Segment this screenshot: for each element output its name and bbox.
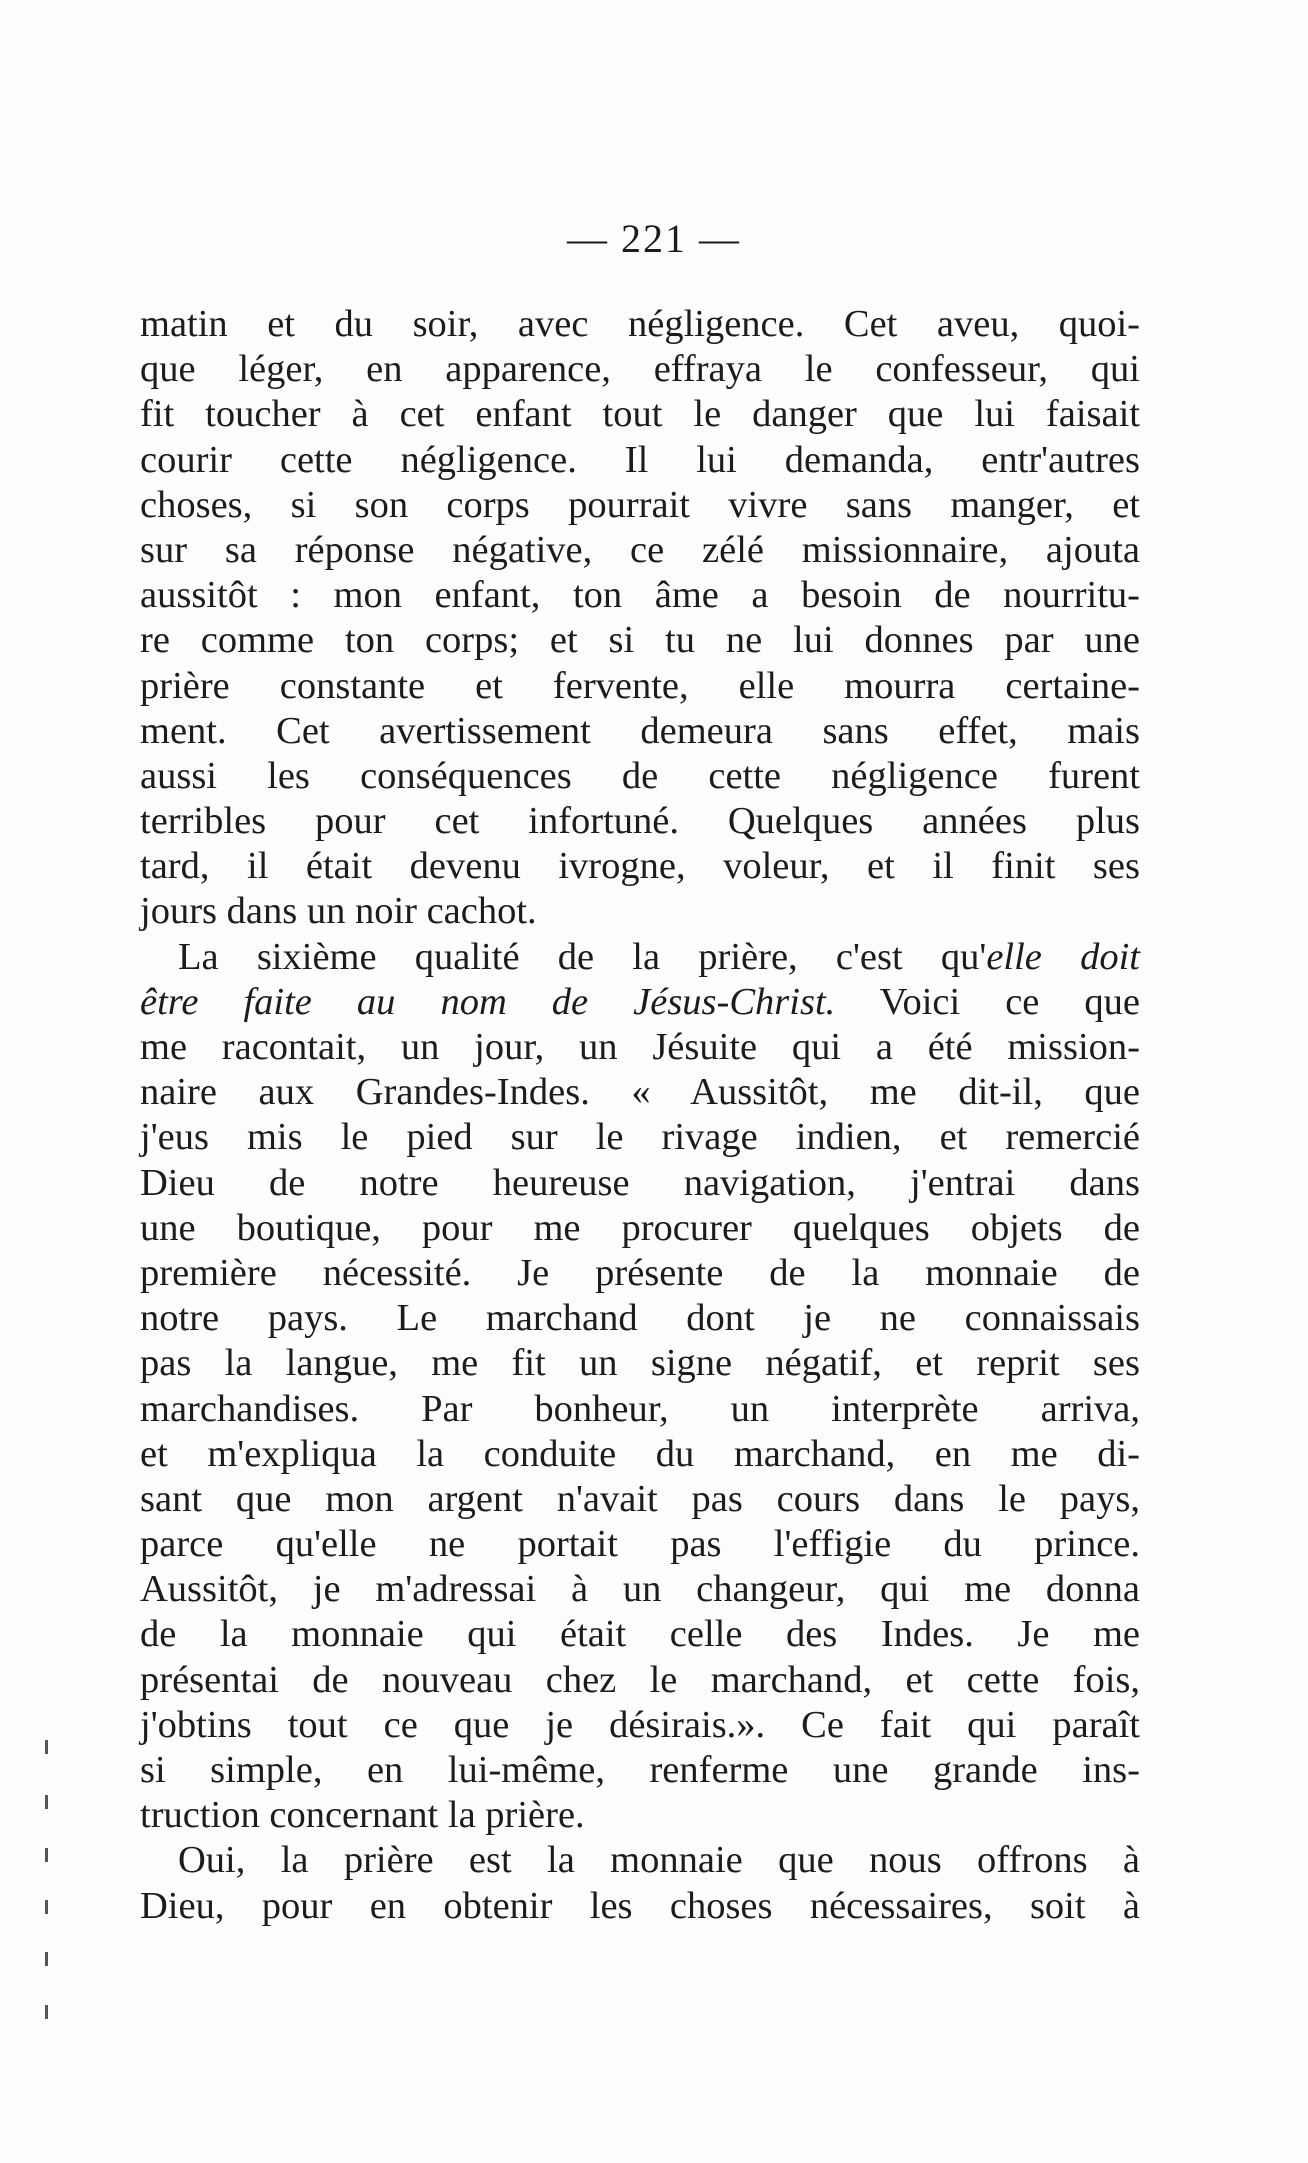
text-line: que léger, en apparence, effraya le confesseur, qui xyxy=(140,348,1140,391)
text-line: prière constante et fervente, elle mourra certaine- xyxy=(140,664,1140,707)
text-line: présentai de nouveau chez le marchand, et cette fois, xyxy=(140,1658,1140,1701)
body-text xyxy=(140,302,1140,1929)
text-line: me racontait, un jour, un Jésuite qui a été mission- xyxy=(140,1026,1140,1068)
text-line-mixed xyxy=(140,980,1140,1025)
text-line: notre pays. Le marchand dont je ne connaissais xyxy=(140,1297,1140,1340)
text-line: pas la langue, me fit un signe négatif, et reprit ses xyxy=(140,1342,1140,1385)
text-line: une boutique, pour me procurer quelques objets de xyxy=(140,1206,1140,1249)
text-line: truction concernant la prière. xyxy=(140,1794,585,1837)
text-line: fit toucher à cet enfant tout le danger que lui faisait xyxy=(140,393,1140,436)
margin-mark xyxy=(45,2005,48,2019)
page-number: — 221 — xyxy=(567,216,741,261)
italic-run: elle doit xyxy=(986,935,1140,978)
margin-mark xyxy=(45,1795,48,1809)
text-line: matin et du soir, avec négligence. Cet aveu, quoi- xyxy=(140,303,1140,345)
text-line: aussi les conséquences de cette négligence furent xyxy=(140,754,1140,797)
margin-mark xyxy=(45,1848,48,1862)
text-line: sant que mon argent n'avait pas cours dans le pays, xyxy=(140,1477,1140,1520)
text-line: aussitôt : mon enfant, ton âme a besoin de nourritu- xyxy=(140,574,1140,617)
text-line: choses, si son corps pourrait vivre sans manger, et xyxy=(140,483,1140,526)
text-line: marchandises. Par bonheur, un interprète arriva, xyxy=(140,1387,1140,1430)
text-line: ment. Cet avertissement demeura sans effet, mais xyxy=(140,709,1140,752)
text-line: parce qu'elle ne portait pas l'effigie du prince. xyxy=(140,1523,1140,1566)
text-line: j'eus mis le pied sur le rivage indien, et remercié xyxy=(140,1116,1140,1159)
text-line: Oui, la prière est la monnaie que nous offrons à xyxy=(178,1839,1140,1882)
text-line: de la monnaie qui était celle des Indes. Je me xyxy=(140,1613,1140,1656)
text-run: La sixième qualité de la prière, c'est qu' xyxy=(178,935,987,978)
text-line: terribles pour cet infortuné. Quelques années plus xyxy=(140,800,1140,843)
italic-run: être faite au nom de Jésus-Christ. xyxy=(140,980,836,1023)
text-line: première nécessité. Je présente de la monnaie de xyxy=(140,1251,1140,1294)
text-line-mixed xyxy=(140,935,1140,980)
text-line: et m'expliqua la conduite du marchand, en me di- xyxy=(140,1432,1140,1475)
text-line: si simple, en lui-même, renferme une grande ins- xyxy=(140,1749,1140,1791)
text-run: Voici ce que xyxy=(835,980,1141,1023)
text-line: jours dans un noir cachot. xyxy=(140,890,537,933)
text-line: Dieu, pour en obtenir les choses nécessaires, soit à xyxy=(140,1884,1140,1927)
margin-mark xyxy=(45,1952,48,1966)
text-line: Dieu de notre heureuse navigation, j'entrai dans xyxy=(140,1161,1140,1204)
text-line: j'obtins tout ce que je désirais.». Ce fait qui paraît xyxy=(140,1703,1140,1746)
text-line: sur sa réponse négative, ce zélé missionnaire, ajouta xyxy=(140,528,1140,571)
text-line: tard, il était devenu ivrogne, voleur, et il finit ses xyxy=(140,845,1140,888)
margin-mark xyxy=(45,1900,48,1914)
text-line: re comme ton corps; et si tu ne lui donnes par une xyxy=(140,619,1140,662)
text-line: naire aux Grandes-Indes. « Aussitôt, me dit-il, que xyxy=(140,1071,1140,1114)
text-line: Aussitôt, je m'adressai à un changeur, qui me donna xyxy=(140,1568,1140,1611)
margin-mark xyxy=(45,1740,48,1754)
text-line: courir cette négligence. Il lui demanda, entr'autres xyxy=(140,438,1140,481)
